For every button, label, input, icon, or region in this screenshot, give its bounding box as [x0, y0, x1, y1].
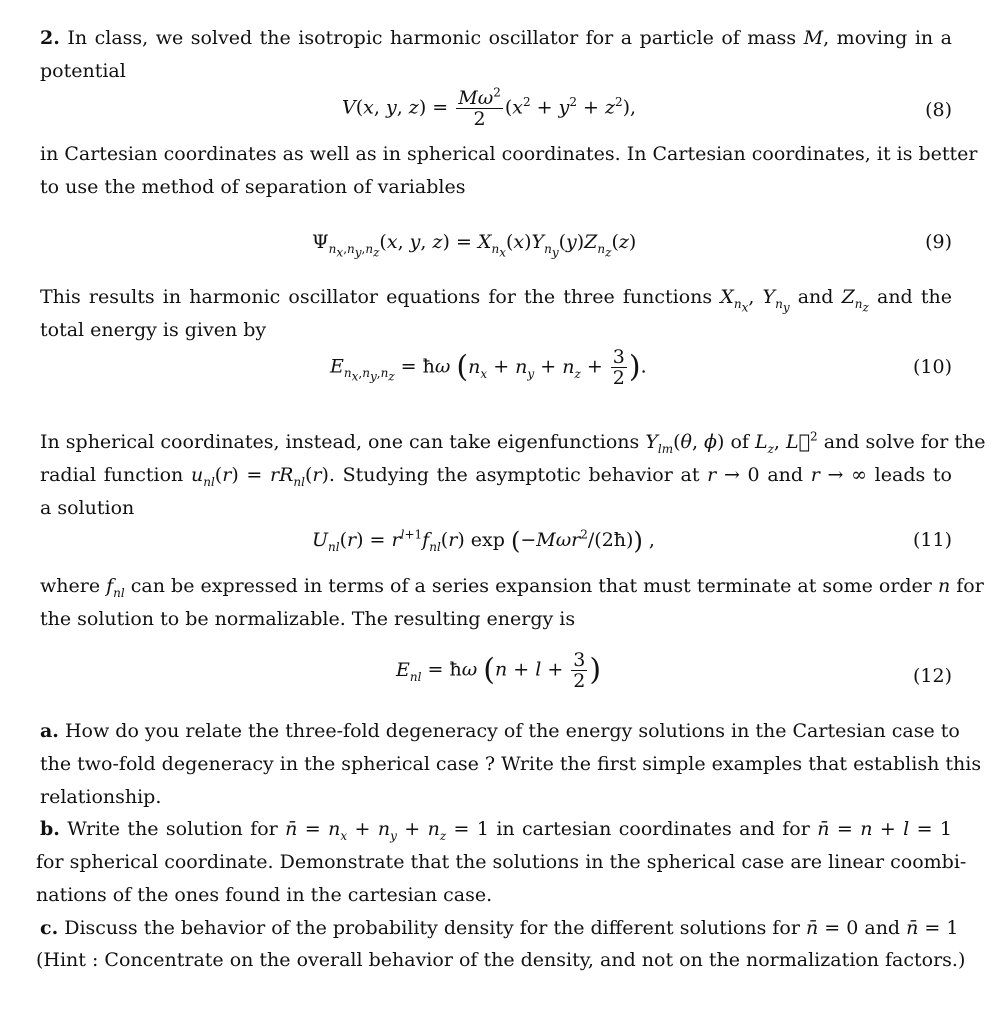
equation-11-number: (11) — [912, 529, 952, 551]
part-b-line-1: b. Write the solution for n̄ = $n_x + n_y + n_z = 1$ in cartesian coordinates and for n̄ = n + l = 1 — [40, 818, 953, 843]
part-b-line-3: nations of the ones found in the cartesian case. — [36, 884, 493, 906]
equation-8 — [40, 85, 952, 132]
where-line-1: where $f_{nl}$ can be expressed in terms of a series expansion that must terminate at some order n for — [40, 575, 984, 600]
cartesian-line-1: in Cartesian coordinates as well as in spherical coordinates. In Cartesian coordinates, it is better — [40, 143, 978, 165]
part-a-label: a. — [40, 720, 59, 742]
part-c-line-1: c. Discuss the behavior of the probability density for the different solutions for n̄ = 0 and n̄ = 1 — [40, 917, 959, 939]
equation-10-expression: $E_{n_x,n_y,n_z}$ = ħω ($n_x + n_y + n_z$ + $\frac{3}{2}$ ). — [330, 346, 647, 389]
equation-9 — [40, 230, 952, 274]
equation-12 — [40, 650, 952, 694]
intro-line-2: potential — [40, 60, 126, 82]
result-line-2: total energy is given by — [40, 319, 267, 341]
equation-9-expression: $\Psi_{n_x,n_y,n_z}(x$, y, $z) = X_{n_x}(x)Y_{n_y}(y)Z_{n_z}(z)$ — [312, 231, 637, 260]
part-a-text-1: How do you relate the three-fold degeneracy of the energy solutions in the Cartesian case to — [64, 720, 960, 742]
spherical-line-1: In spherical coordinates, instead, one can take eigenfunctions $Y_{lm}(\theta$, ϕ) of $L_z$, L⃗$^2$ and solve for the — [40, 429, 986, 456]
equation-10-number: (10) — [912, 356, 952, 378]
equation-12-number: (12) — [912, 665, 952, 687]
intro-line-1 — [40, 26, 952, 50]
equation-8-number: (8) — [925, 99, 952, 121]
cartesian-line-2: to use the method of separation of variables — [40, 176, 466, 198]
intro-text-1: In class, we solved the isotropic harmonic oscillator for a particle of mass M, moving in a — [67, 27, 952, 49]
equation-11-expression: $U_{nl}(r) = r^{l+1}f_{nl}(r)$ exp (−Mωr$^2$/(2ħ)) , — [312, 527, 655, 555]
spherical-line-3: a solution — [40, 497, 135, 519]
problem-number: 2. — [40, 27, 60, 49]
part-c-line-2: (Hint : Concentrate on the overall behavior of the density, and not on the normalization factors.) — [36, 949, 966, 971]
equation-8-expression: V(x, y, z) = $\frac{M\omega^2}{2}$ $(x^2 + y^2 + z^2)$, — [342, 85, 637, 130]
part-c-label: c. — [40, 917, 59, 939]
result-line-1: This results in harmonic oscillator equations for the three functions $X_{n_x}$, $Y_{n_y}$ and $Z_{n_z}$ and the — [40, 286, 952, 315]
spherical-line-2: radial function $u_{nl}(r) = rR_{nl}(r)$. Studying the asymptotic behavior at r → 0 and r → ∞ leads to — [40, 464, 952, 489]
part-a-line-3: relationship. — [40, 786, 162, 808]
equation-11 — [40, 528, 952, 572]
equation-12-expression: $E_{nl}$ = ħω (n + l + $\frac{3}{2}$ ) — [396, 649, 602, 692]
equation-10 — [40, 343, 952, 387]
equation-9-number: (9) — [925, 231, 952, 253]
part-b-line-2: for spherical coordinate. Demonstrate that the solutions in the spherical case are linear coombi- — [36, 851, 967, 873]
part-a-line-1 — [40, 719, 960, 743]
where-line-2: the solution to be normalizable. The resulting energy is — [40, 608, 576, 630]
part-a-line-2: the two-fold degeneracy in the spherical case ? Write the first simple examples that establish this — [40, 753, 982, 775]
part-b-label: b. — [40, 818, 60, 840]
